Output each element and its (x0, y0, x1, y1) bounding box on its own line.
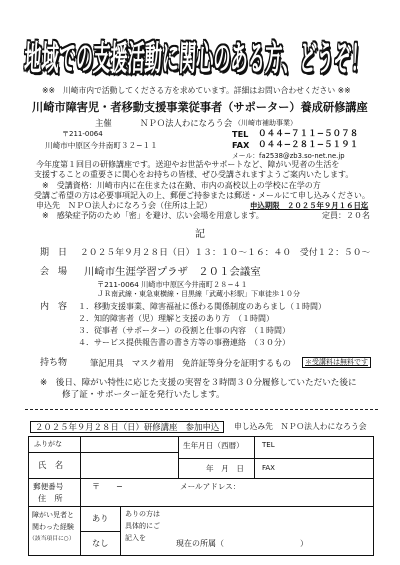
followup-line: 修了証・サポーター証を発行いたします。 (62, 390, 225, 400)
postal-mark: 〒 − (92, 482, 123, 491)
form-column-divider (254, 436, 255, 478)
form-label-column-divider (80, 436, 81, 556)
contact-postal-code: 〒211-0064 (62, 130, 103, 138)
furigana-label: ふりがな (34, 440, 62, 448)
address-label: 住 所 (38, 493, 63, 503)
experience-yes: あり (92, 513, 109, 523)
date-label: 期 日 (40, 248, 68, 258)
affiliation-close: ） (300, 539, 308, 548)
content-item: ３．従事者（サポーター）の役割と仕事の内容 （１時間） (78, 326, 290, 335)
form-fax-label: FAX (262, 464, 275, 472)
belongings-value: 筆記用具 マスク着用 免許証等身分を証明するもの (90, 358, 291, 368)
contact-tel: ０４４−７１１−５０７８ (258, 129, 359, 139)
detail-prompt: 記入を (125, 534, 146, 542)
venue-label: 会 場 (40, 267, 68, 277)
cut-line (25, 409, 378, 410)
birthdate-ymd: 年 月 日 (206, 464, 244, 473)
experience-label: 障がい児者と (32, 511, 74, 519)
belongings-label: 持ち物 (40, 358, 68, 368)
intro-line: 今年度第１回目の研修講座です。送迎やお世話やサポートなど、障がい児者の生活を (36, 160, 340, 169)
affiliation-label: 現在の所属（ (176, 539, 224, 548)
ki-heading: 記 (195, 229, 205, 240)
intro-line: 支援することの重要さに関心をお持ちの皆様、ぜひ受講されますようご案内いたします。 (34, 170, 354, 179)
capacity: 定員：２０名 (322, 211, 370, 220)
venue-name: 川崎市生涯学習プラザ ２０１会議室 (84, 266, 261, 278)
form-email-label: メールアドレス： (180, 482, 241, 491)
detail-prompt: 具体的にご (125, 522, 160, 530)
yes-no-divider (80, 531, 120, 532)
form-tel-label: TEL (262, 441, 275, 449)
birthdate-tel-divider (178, 458, 374, 459)
content-label: 内 容 (40, 302, 68, 312)
eligibility-line: ※ 受講資格：川崎市内に在住または在勤、市内の高校以上の学校に在学の方 (42, 181, 321, 190)
experience-label: 関わった経験 (32, 523, 74, 531)
detail-prompt: ありの方は (125, 510, 160, 518)
followup-line: ※ 後日、障がい特性に応じた支援の実習を３時間３０分履修していただいた後に (40, 378, 357, 388)
infection-note: ※ 感染症予防のため「密」を避け、広い会場を用意します。 (42, 211, 264, 220)
free-fee-badge: ＊受講料は無料です (302, 357, 371, 368)
birthdate-label: 生年月日（西暦） (183, 441, 244, 450)
content-item: １．移動支援事業、障害福祉に係わる関係制度のあらまし（１時間） (78, 302, 326, 311)
organizer-note: （川崎市補助事業） (234, 119, 297, 127)
contact-fax-label: FAX (232, 140, 250, 150)
name-label: 氏 名 (38, 460, 64, 470)
contact-tel-label: TEL (232, 129, 249, 139)
venue-address: 〒211-0064 川崎市中原区今井南町２８−４１ (97, 280, 248, 289)
application-heading: ２０２５年９月２８日（日）研修講座 参加申込 (30, 421, 224, 433)
content-item: ２．知的障害者（児）理解と支援のあり方 （１時間） (78, 314, 274, 323)
contact-fax: ０４４−２８１−５１９１ (258, 140, 359, 150)
apply-to: 申込先 ＮＰＯ法人わになろう会（住所は上記） (36, 201, 212, 210)
course-title: 川崎市障害児・者移動支援事業従事者（サポーター）養成研修講座 (32, 101, 368, 114)
form-column-divider (120, 506, 121, 556)
furigana-divider (28, 452, 178, 453)
form-column-divider (178, 436, 179, 478)
organizer-label: 主催 (95, 118, 112, 128)
intro-line: 受講ご希望の方は必要事項記入の上、郵便ご持参または郵送・メールにて申し込みください。 (34, 191, 370, 200)
banner-headline: 地域での支援活動に関心のある方、どうぞ！ (23, 40, 369, 80)
postal-code-label: 郵便番号 (33, 482, 64, 491)
application-submit-to: 申し込み先 ＮＰＯ法人わになろう会 (234, 422, 367, 431)
contact-email: メール：fa2538@zb3.so-net.ne.jp (232, 152, 345, 160)
contact-address: 川崎市中原区今井南町３２−１１ (45, 141, 158, 150)
organizer-name: ＮＰＯ法人わになろう会 (140, 118, 233, 128)
application-deadline: 申込期限 ２０２５年９月１６日迄 (250, 201, 369, 210)
experience-hint: （該当項目に○） (29, 536, 75, 542)
content-item: ４．サービス提供報告書の書き方等の事務連絡 （３０分） (78, 338, 290, 347)
experience-no: なし (92, 538, 109, 548)
date-value: ２０２５年９月２８日（日）１３：１０〜１６：４０ 受付１２：５０〜 (80, 248, 371, 258)
recruit-notice: ※※ 川崎市内で活動してくださる方を求めています。詳細はお問い合わせください ※※ (42, 86, 351, 95)
venue-access: ＪＲ南武線・東急東横線・目黒線「武蔵小杉駅」下車徒歩１０分 (97, 290, 300, 298)
